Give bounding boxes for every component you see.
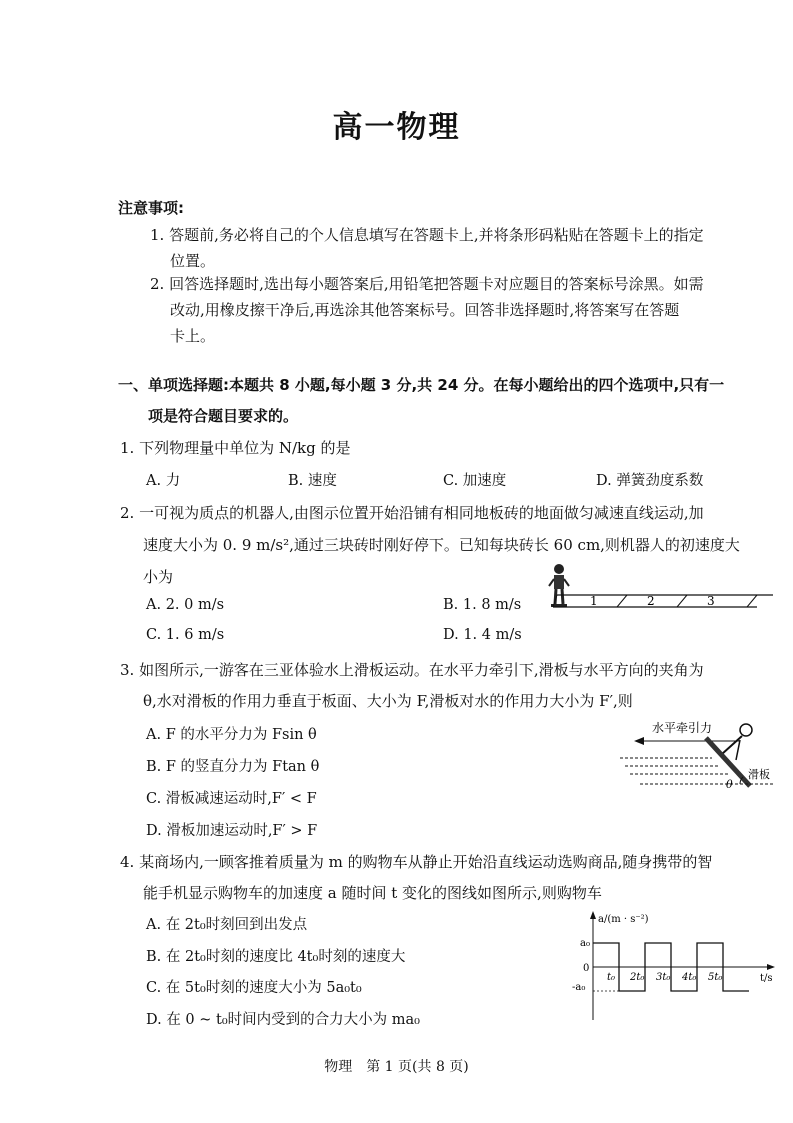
q3-option-a: A. F 的水平分力为 Fsin θ [146, 727, 317, 743]
q4-stem-line1: 4. 某商场内,一顾客推着质量为 m 的购物车从静止开始沿直线运动选购商品,随身携带的智 [120, 853, 713, 871]
section-header-line2: 项是符合题目要求的。 [148, 407, 299, 425]
q1-stem: 1. 下列物理量中单位为 N/kg 的是 [120, 439, 351, 457]
q3-option-d: D. 滑板加速运动时,F′ > F [146, 823, 318, 839]
notice-item-1-line1: 1. 答题前,务必将自己的个人信息填写在答题卡上,并将条形码粘贴在答题卡上的指定 [150, 226, 704, 244]
pull-force-label: 水平牵引力 [652, 721, 713, 735]
tile-label-1: 1 [590, 594, 598, 608]
acceleration-time-chart [570, 908, 780, 1023]
x-axis-label: t/s [760, 973, 773, 984]
q2-option-a: A. 2. 0 m/s [146, 597, 225, 613]
water-ski-figure [600, 716, 780, 796]
board-label: 滑板 [748, 768, 770, 781]
q1-option-d: D. 弹簧劲度系数 [596, 473, 704, 489]
q2-stem-line1: 2. 一可视为质点的机器人,由图示位置开始沿铺有相同地板砖的地面做匀减速直线运动,加 [120, 504, 704, 522]
y-tick-a0: a₀ [580, 938, 590, 949]
q2-option-b: B. 1. 8 m/s [443, 597, 522, 613]
q4-option-a: A. 在 2t₀时刻回到出发点 [146, 917, 308, 933]
tile-label-3: 3 [707, 594, 715, 608]
q3-option-c: C. 滑板减速运动时,F′ < F [146, 791, 317, 807]
q2-option-c: C. 1. 6 m/s [146, 627, 225, 643]
q3-stem-line2: θ,水对滑板的作用力垂直于板面、大小为 F,滑板对水的作用力大小为 F′,则 [143, 692, 633, 710]
x-tick-label: 3t₀ [656, 972, 671, 983]
q3-stem-line1: 3. 如图所示,一游客在三亚体验水上滑板运动。在水平力牵引下,滑板与水平方向的夹角为 [120, 661, 704, 679]
x-tick-label: 5t₀ [708, 972, 723, 983]
q3-option-b: B. F 的竖直分力为 Ftan θ [146, 759, 320, 775]
angle-theta-label: θ [726, 778, 733, 791]
q2-option-d: D. 1. 4 m/s [443, 627, 522, 643]
x-tick-label: t₀ [607, 972, 616, 983]
q4-stem-line2: 能手机显示购物车的加速度 a 随时间 t 变化的图线如图所示,则购物车 [143, 884, 602, 902]
q1-option-a: A. 力 [146, 473, 181, 489]
x-tick-label: 2t₀ [630, 972, 645, 983]
section-header-line1: 一、单项选择题:本题共 8 小题,每小题 3 分,共 24 分。在每小题给出的四个选项中,只有一 [118, 376, 725, 394]
notice-heading: 注意事项: [118, 199, 184, 217]
y-axis-arrow-icon [590, 911, 596, 919]
q4-option-c: C. 在 5t₀时刻的速度大小为 5a₀t₀ [146, 980, 362, 996]
tile-label-2: 2 [647, 594, 655, 608]
y-tick-neg-a0: -a₀ [572, 982, 586, 993]
notice-item-2-line3: 卡上。 [170, 327, 216, 345]
notice-item-2-line2: 改动,用橡皮擦干净后,再选涂其他答案标号。回答非选择题时,将答案写在答题 [170, 301, 680, 319]
skier-head-icon [740, 724, 752, 736]
x-tick-label: 4t₀ [682, 972, 697, 983]
robot-icon [549, 564, 569, 607]
q4-option-d: D. 在 0 ~ t₀时间内受到的合力大小为 ma₀ [146, 1012, 420, 1028]
x-axis-arrow-icon [767, 964, 775, 970]
q1-option-b: B. 速度 [288, 473, 337, 489]
q2-stem-line3: 小为 [143, 568, 174, 586]
notice-item-1-line2: 位置。 [170, 252, 216, 270]
page-footer: 物理 第 1 页(共 8 页) [324, 1059, 469, 1075]
y-tick-0: 0 [583, 963, 590, 974]
page-title: 高一物理 [332, 110, 461, 145]
arrow-left-icon [634, 737, 644, 745]
q1-option-c: C. 加速度 [443, 473, 507, 489]
y-axis-label: a/(m · s⁻²) [598, 914, 649, 925]
q4-option-b: B. 在 2t₀时刻的速度比 4t₀时刻的速度大 [146, 949, 406, 965]
q2-stem-line2: 速度大小为 0. 9 m/s²,通过三块砖时刚好停下。已知每块砖长 60 cm,则机器人的初速度大 [143, 536, 740, 554]
robot-tiles-figure [545, 560, 775, 620]
notice-item-2-line1: 2. 回答选择题时,选出每小题答案后,用铅笔把答题卡对应题目的答案标号涂黑。如需 [150, 275, 704, 293]
